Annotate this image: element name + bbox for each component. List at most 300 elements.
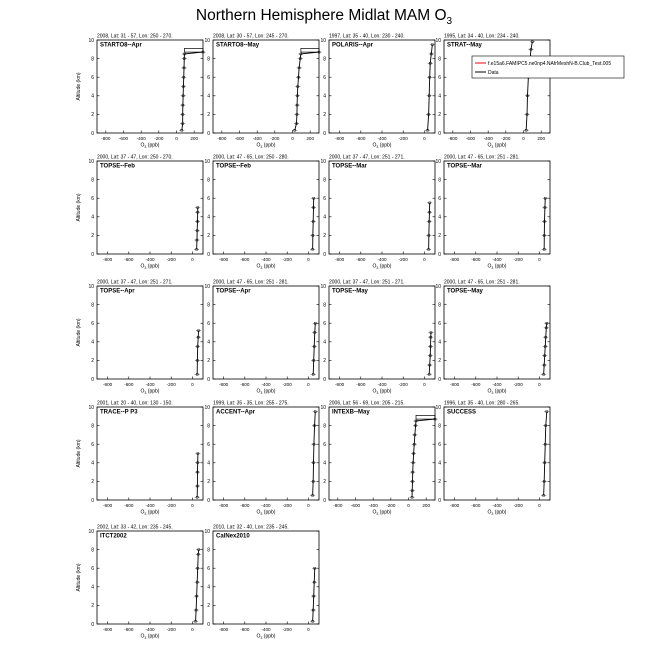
x-tick-label: -400 xyxy=(136,136,146,141)
y-tick-label: 0 xyxy=(91,376,94,383)
x-tick-label: -200 xyxy=(282,503,292,508)
legend xyxy=(472,56,624,78)
y-tick-label: 2 xyxy=(207,358,210,365)
x-axis-label: $O_3$ (ppb) xyxy=(140,142,160,149)
x-tick-label: -800 xyxy=(334,136,345,141)
x-tick-label: -200 xyxy=(386,503,396,508)
panel-frame xyxy=(97,531,203,624)
x-tick-label: 0 xyxy=(191,257,194,262)
data-series-line xyxy=(412,419,435,497)
figure-title: Northern Hemisphere Midlat MAM $O_3$ xyxy=(195,7,453,28)
y-tick-label: 2 xyxy=(323,479,326,486)
y-tick-label: 2 xyxy=(207,112,210,119)
x-tick-label: -200 xyxy=(513,503,523,508)
x-axis-label: $O_3$ (ppb) xyxy=(487,142,507,149)
legend-model-label: f.e15a6.FAMIPC5.ne0np4.NAfrMeshN-B.Club_Test.005 xyxy=(488,61,612,67)
x-tick-label: -600 xyxy=(471,382,481,387)
x-tick-label: -200 xyxy=(282,627,292,632)
panel-info: 2000, Lat: 37 - 47, Lon: 250 - 270. xyxy=(97,154,173,161)
y-tick-label: 0 xyxy=(207,621,210,628)
panel-info: 1997, Lat: 35 - 40, Lon: 230 - 240. xyxy=(329,33,405,40)
x-tick-label: -600 xyxy=(356,382,366,387)
x-tick-label: -800 xyxy=(449,503,460,508)
y-tick-label: 6 xyxy=(91,566,94,572)
panel-label: TOPSE--May xyxy=(447,288,483,295)
x-tick-label: -600 xyxy=(465,136,476,141)
y-tick-label: 0 xyxy=(323,497,326,504)
y-tick-label: 6 xyxy=(207,442,210,448)
profile-panel xyxy=(76,155,203,271)
y-tick-label: 0 xyxy=(323,130,326,137)
panel-info: 2008, Lat: 31 - 57, Lon: 250 - 270. xyxy=(97,33,173,40)
data-series-line xyxy=(295,52,319,130)
x-tick-label: -400 xyxy=(252,136,262,141)
data-series-line xyxy=(544,198,545,249)
x-tick-label: -600 xyxy=(234,136,245,141)
y-tick-label: 6 xyxy=(438,75,441,81)
y-tick-label: 0 xyxy=(207,251,210,258)
y-tick-label: 6 xyxy=(323,196,326,202)
panel-label: STARTO8--Apr xyxy=(100,42,142,49)
x-tick-label: -200 xyxy=(166,627,176,632)
panel-info: 2000, Lat: 47 - 65, Lon: 251 - 281. xyxy=(444,279,520,286)
x-axis-label: $O_3$ (ppb) xyxy=(256,263,276,270)
x-tick-label: -400 xyxy=(145,503,155,508)
profile-panel xyxy=(320,401,437,517)
panel-info: 1995, Lat: 34 - 40, Lon: 234 - 240. xyxy=(444,33,520,40)
data-series-line xyxy=(313,412,316,496)
x-axis-label: $O_3$ (ppb) xyxy=(256,388,276,395)
x-tick-label: -600 xyxy=(124,627,134,632)
profile-panel xyxy=(76,401,203,517)
y-tick-label: 2 xyxy=(91,233,94,240)
profile-panel xyxy=(76,34,206,150)
x-tick-label: -400 xyxy=(377,136,387,141)
panel-frame xyxy=(329,286,435,379)
data-series-line xyxy=(526,42,532,130)
panel-label: TRACE--P P3 xyxy=(100,409,138,416)
y-tick-label: 2 xyxy=(323,358,326,365)
y-tick-label: 4 xyxy=(438,339,441,346)
x-tick-label: 0 xyxy=(307,627,310,632)
y-tick-label: 6 xyxy=(323,442,326,448)
x-tick-label: -400 xyxy=(377,382,387,387)
x-tick-label: -400 xyxy=(368,503,378,508)
y-tick-label: 0 xyxy=(323,376,326,383)
x-tick-label: -400 xyxy=(261,627,271,632)
panel-label: POLARIS--Apr xyxy=(332,42,373,49)
x-tick-label: 0 xyxy=(538,382,541,387)
profile-panel xyxy=(76,280,203,396)
profile-panel xyxy=(435,401,550,517)
y-tick-label: 4 xyxy=(207,339,210,346)
panel-info: 2000, Lat: 37 - 47, Lon: 251 - 271. xyxy=(97,279,173,286)
x-tick-label: -600 xyxy=(240,257,250,262)
x-tick-label: -600 xyxy=(240,382,250,387)
panel-label: CalNex2010 xyxy=(216,533,250,540)
y-tick-label: 6 xyxy=(323,321,326,327)
y-tick-label: 0 xyxy=(207,130,210,137)
x-axis-label: $O_3$ (ppb) xyxy=(256,142,276,149)
x-tick-label: 0 xyxy=(175,136,178,141)
x-axis-label: $O_3$ (ppb) xyxy=(256,633,276,640)
x-tick-label: -400 xyxy=(261,382,271,387)
y-tick-label: 2 xyxy=(207,479,210,486)
panel-frame xyxy=(444,286,550,379)
y-tick-label: 8 xyxy=(438,423,441,430)
y-tick-label: 6 xyxy=(91,321,94,327)
x-axis-label: $O_3$ (ppb) xyxy=(372,263,392,270)
y-tick-label: 10 xyxy=(320,404,326,411)
panel-info: 1999, Lat: 35 - 35, Lon: 255 - 275. xyxy=(213,400,289,407)
data-series-line xyxy=(313,323,315,374)
panel-label: TOPSE--Feb xyxy=(100,163,135,170)
panel-label: TOPSE--Feb xyxy=(216,163,251,170)
y-tick-label: 6 xyxy=(438,196,441,202)
x-tick-label: 0 xyxy=(307,382,310,387)
profile-panel xyxy=(204,155,319,271)
panel-label: ITCT2002 xyxy=(100,533,127,540)
panel-label: TOPSE--Mar xyxy=(332,163,367,170)
y-tick-label: 2 xyxy=(438,233,441,240)
y-tick-label: 0 xyxy=(438,251,441,258)
y-tick-label: 8 xyxy=(323,423,326,430)
x-tick-label: -200 xyxy=(166,257,176,262)
x-tick-label: -400 xyxy=(145,382,155,387)
y-tick-label: 8 xyxy=(438,56,441,63)
x-tick-label: 200 xyxy=(537,136,546,141)
y-tick-label: 4 xyxy=(323,339,326,346)
x-tick-label: -400 xyxy=(492,257,502,262)
x-tick-label: -800 xyxy=(334,382,345,387)
data-series-line xyxy=(544,412,547,496)
x-axis-label: $O_3$ (ppb) xyxy=(372,142,392,149)
x-tick-label: -400 xyxy=(261,257,271,262)
panel-info: 2000, Lat: 37 - 47, Lon: 251 - 271. xyxy=(329,279,405,286)
y-tick-label: 6 xyxy=(91,75,94,81)
y-tick-label: 0 xyxy=(91,130,94,137)
y-tick-label: 2 xyxy=(91,479,94,486)
x-tick-label: 200 xyxy=(190,136,199,141)
x-tick-label: 0 xyxy=(522,136,525,141)
x-tick-label: -200 xyxy=(398,136,408,141)
y-tick-label: 4 xyxy=(323,93,326,100)
profile-panel xyxy=(76,525,203,641)
panel-label: STRAT--May xyxy=(447,42,482,49)
x-axis-label: $O_3$ (ppb) xyxy=(372,388,392,395)
y-tick-label: 4 xyxy=(207,93,210,100)
y-tick-label: 2 xyxy=(207,233,210,240)
x-tick-label: -200 xyxy=(398,257,408,262)
panel-info: 2000, Lat: 47 - 65, Lon: 251 - 281. xyxy=(213,279,289,286)
y-tick-label: 10 xyxy=(435,404,441,411)
y-tick-label: 8 xyxy=(207,547,210,554)
y-tick-label: 0 xyxy=(91,251,94,258)
y-tick-label: 10 xyxy=(88,37,94,44)
profile-panel xyxy=(204,280,319,396)
y-tick-label: 2 xyxy=(91,112,94,119)
profile-panel xyxy=(435,34,550,150)
y-tick-label: 10 xyxy=(204,37,210,44)
x-tick-label: 0 xyxy=(307,503,310,508)
x-tick-label: -800 xyxy=(102,257,113,262)
panel-frame xyxy=(97,286,203,379)
y-tick-label: 4 xyxy=(438,214,441,221)
y-axis-label: Altitude (km) xyxy=(76,72,82,101)
y-axis-label: Altitude (km) xyxy=(76,318,82,347)
panel-frame xyxy=(213,286,319,379)
y-tick-label: 8 xyxy=(91,547,94,554)
x-tick-label: -600 xyxy=(350,503,361,508)
data-series-line xyxy=(313,568,315,621)
y-tick-label: 6 xyxy=(438,442,441,448)
panel-frame xyxy=(444,407,550,500)
profile-panel xyxy=(204,401,319,517)
panel-info: 2010, Lat: 32 - 40, Lon: 235 - 245. xyxy=(213,524,289,531)
y-tick-label: 4 xyxy=(438,93,441,100)
y-tick-label: 10 xyxy=(435,37,441,44)
y-tick-label: 4 xyxy=(438,460,441,467)
y-tick-label: 6 xyxy=(207,196,210,202)
x-tick-label: -200 xyxy=(166,503,176,508)
y-axis-label: Altitude (km) xyxy=(76,563,82,592)
x-tick-label: -800 xyxy=(218,257,229,262)
profile-panel xyxy=(435,280,550,396)
panel-label: INTEXB--May xyxy=(332,409,370,416)
panel-frame xyxy=(444,161,550,254)
x-tick-label: -400 xyxy=(483,136,493,141)
y-tick-label: 4 xyxy=(207,584,210,591)
panel-info: 2002, Lat: 33 - 42, Lon: 235 - 245. xyxy=(97,524,173,531)
data-series-line xyxy=(197,208,198,250)
y-tick-label: 10 xyxy=(320,37,326,44)
x-tick-label: -200 xyxy=(501,136,511,141)
x-tick-label: -800 xyxy=(448,136,458,141)
x-tick-label: -800 xyxy=(333,503,343,508)
y-tick-label: 8 xyxy=(438,302,441,309)
profile-panel xyxy=(320,34,435,150)
y-tick-label: 10 xyxy=(435,283,441,290)
x-tick-label: 200 xyxy=(422,503,431,508)
panel-info: 2008, Lat: 30 - 57, Lon: 245 - 270. xyxy=(213,33,289,40)
panel-info: 1996, Lat: 35 - 40, Lon: 280 - 265. xyxy=(444,400,520,407)
data-series-line xyxy=(428,45,433,131)
y-tick-label: 8 xyxy=(323,302,326,309)
x-tick-label: 0 xyxy=(291,136,294,141)
y-tick-label: 8 xyxy=(207,302,210,309)
y-axis-label: Altitude (km) xyxy=(76,439,82,468)
y-tick-label: 2 xyxy=(323,112,326,119)
panel-label: ACCENT--Apr xyxy=(216,409,255,416)
x-tick-label: -200 xyxy=(513,257,523,262)
x-tick-label: 0 xyxy=(191,627,194,632)
x-tick-label: -600 xyxy=(356,257,366,262)
legend-data-label: Data xyxy=(488,70,499,76)
x-tick-label: -200 xyxy=(282,382,292,387)
x-tick-label: -600 xyxy=(356,136,366,141)
y-tick-label: 4 xyxy=(91,93,94,100)
panel-label: STARTO8--May xyxy=(216,42,260,49)
y-tick-label: 8 xyxy=(91,56,94,63)
y-tick-label: 0 xyxy=(207,376,210,383)
x-tick-label: -600 xyxy=(124,382,134,387)
data-series-line xyxy=(313,198,314,249)
y-tick-label: 0 xyxy=(438,497,441,504)
x-tick-label: -400 xyxy=(377,257,387,262)
y-tick-label: 2 xyxy=(323,233,326,240)
x-tick-label: -400 xyxy=(145,627,155,632)
x-tick-label: 0 xyxy=(407,503,410,508)
y-tick-label: 8 xyxy=(207,177,210,184)
x-tick-label: 0 xyxy=(191,503,194,508)
panel-frame xyxy=(213,407,319,500)
y-tick-label: 4 xyxy=(323,460,326,467)
y-tick-label: 6 xyxy=(91,196,94,202)
x-tick-label: -400 xyxy=(261,503,271,508)
x-tick-label: -200 xyxy=(282,257,292,262)
x-tick-label: -600 xyxy=(240,627,250,632)
x-tick-label: -800 xyxy=(218,503,229,508)
y-tick-label: 2 xyxy=(438,479,441,486)
y-tick-label: 2 xyxy=(91,358,94,365)
x-axis-label: $O_3$ (ppb) xyxy=(372,509,392,516)
y-tick-label: 2 xyxy=(438,112,441,119)
y-tick-label: 2 xyxy=(91,603,94,610)
y-tick-label: 2 xyxy=(207,603,210,610)
x-tick-label: -600 xyxy=(471,503,481,508)
y-tick-label: 6 xyxy=(323,75,326,81)
x-tick-label: -600 xyxy=(124,257,134,262)
x-tick-label: -800 xyxy=(218,382,229,387)
y-tick-label: 10 xyxy=(320,158,326,165)
panel-label: TOPSE--May xyxy=(332,288,368,295)
x-axis-label: $O_3$ (ppb) xyxy=(487,263,507,270)
y-tick-label: 6 xyxy=(207,566,210,572)
y-tick-label: 8 xyxy=(438,177,441,184)
x-tick-label: 0 xyxy=(423,257,426,262)
x-tick-label: -600 xyxy=(240,503,250,508)
panel-info: 2000, Lat: 47 - 65, Lon: 251 - 281. xyxy=(444,154,520,161)
y-tick-label: 10 xyxy=(320,283,326,290)
x-tick-label: 0 xyxy=(423,382,426,387)
panel-info: 2000, Lat: 37 - 47, Lon: 251 - 271. xyxy=(329,154,405,161)
x-tick-label: -200 xyxy=(154,136,164,141)
x-tick-label: -400 xyxy=(145,257,155,262)
y-tick-label: 6 xyxy=(91,442,94,448)
y-tick-label: 8 xyxy=(91,423,94,430)
x-tick-label: -200 xyxy=(270,136,280,141)
y-tick-label: 4 xyxy=(323,214,326,221)
x-tick-label: -400 xyxy=(492,382,502,387)
y-tick-label: 4 xyxy=(207,460,210,467)
panel-info: 2006, Lat: 56 - 69, Lon: 205 - 215. xyxy=(329,400,405,407)
y-tick-label: 0 xyxy=(91,621,94,628)
profile-panel xyxy=(204,525,319,641)
x-tick-label: -800 xyxy=(334,257,345,262)
upper-range-box xyxy=(416,415,435,419)
x-tick-label: -800 xyxy=(449,257,460,262)
y-tick-label: 8 xyxy=(207,423,210,430)
x-tick-label: -800 xyxy=(102,503,113,508)
y-tick-label: 0 xyxy=(207,497,210,504)
profile-panel xyxy=(204,34,321,150)
panel-info: 2000, Lat: 47 - 65, Lon: 250 - 280. xyxy=(213,154,289,161)
panel-label: TOPSE--Apr xyxy=(100,288,135,295)
y-tick-label: 8 xyxy=(91,177,94,184)
y-tick-label: 4 xyxy=(91,339,94,346)
y-tick-label: 4 xyxy=(91,460,94,467)
y-tick-label: 10 xyxy=(435,158,441,165)
x-axis-label: $O_3$ (ppb) xyxy=(140,509,160,516)
panel-frame xyxy=(329,161,435,254)
y-tick-label: 10 xyxy=(204,158,210,165)
profile-panel xyxy=(320,280,435,396)
y-tick-label: 10 xyxy=(88,528,94,535)
x-tick-label: -200 xyxy=(166,382,176,387)
y-tick-label: 8 xyxy=(323,177,326,184)
y-tick-label: 4 xyxy=(207,214,210,221)
y-tick-label: 6 xyxy=(207,75,210,81)
y-tick-label: 10 xyxy=(204,404,210,411)
x-tick-label: -800 xyxy=(101,136,111,141)
panel-info: 2001, Lat: 20 - 40, Lon: 130 - 150. xyxy=(97,400,173,407)
y-tick-label: 10 xyxy=(88,404,94,411)
data-series-line xyxy=(197,454,198,498)
upper-range-box xyxy=(301,48,319,52)
data-series-line xyxy=(429,333,431,375)
x-tick-label: 0 xyxy=(538,257,541,262)
panel-frame xyxy=(213,531,319,624)
y-tick-label: 0 xyxy=(438,376,441,383)
y-tick-label: 0 xyxy=(323,251,326,258)
panel-label: SUCCESS xyxy=(447,409,477,416)
x-axis-label: $O_3$ (ppb) xyxy=(140,633,160,640)
x-tick-label: -600 xyxy=(471,257,481,262)
y-tick-label: 10 xyxy=(204,528,210,535)
x-tick-label: -200 xyxy=(513,382,523,387)
y-tick-label: 6 xyxy=(207,321,210,327)
x-tick-label: -600 xyxy=(124,503,134,508)
x-tick-label: 0 xyxy=(538,503,541,508)
x-axis-label: $O_3$ (ppb) xyxy=(256,509,276,516)
panel-label: TOPSE--Mar xyxy=(447,163,482,170)
x-axis-label: $O_3$ (ppb) xyxy=(487,509,507,516)
x-tick-label: 0 xyxy=(307,257,310,262)
x-tick-label: -800 xyxy=(218,627,229,632)
x-tick-label: 0 xyxy=(423,136,426,141)
profile-panel xyxy=(435,155,550,271)
y-tick-label: 10 xyxy=(88,158,94,165)
y-axis-label: Altitude (km) xyxy=(76,193,82,222)
x-tick-label: -800 xyxy=(102,627,113,632)
x-tick-label: 200 xyxy=(306,136,315,141)
y-tick-label: 4 xyxy=(91,214,94,221)
x-tick-label: -800 xyxy=(217,136,227,141)
x-axis-label: $O_3$ (ppb) xyxy=(140,263,160,270)
panel-frame xyxy=(329,40,435,133)
y-tick-label: 8 xyxy=(207,56,210,63)
data-series-line xyxy=(544,323,547,374)
y-tick-label: 2 xyxy=(438,358,441,365)
panel-frame xyxy=(97,161,203,254)
data-series-line xyxy=(429,203,430,250)
y-tick-label: 6 xyxy=(438,321,441,327)
y-tick-label: 10 xyxy=(88,283,94,290)
y-tick-label: 4 xyxy=(91,584,94,591)
x-tick-label: -800 xyxy=(102,382,113,387)
y-tick-label: 8 xyxy=(91,302,94,309)
x-tick-label: -200 xyxy=(398,382,408,387)
